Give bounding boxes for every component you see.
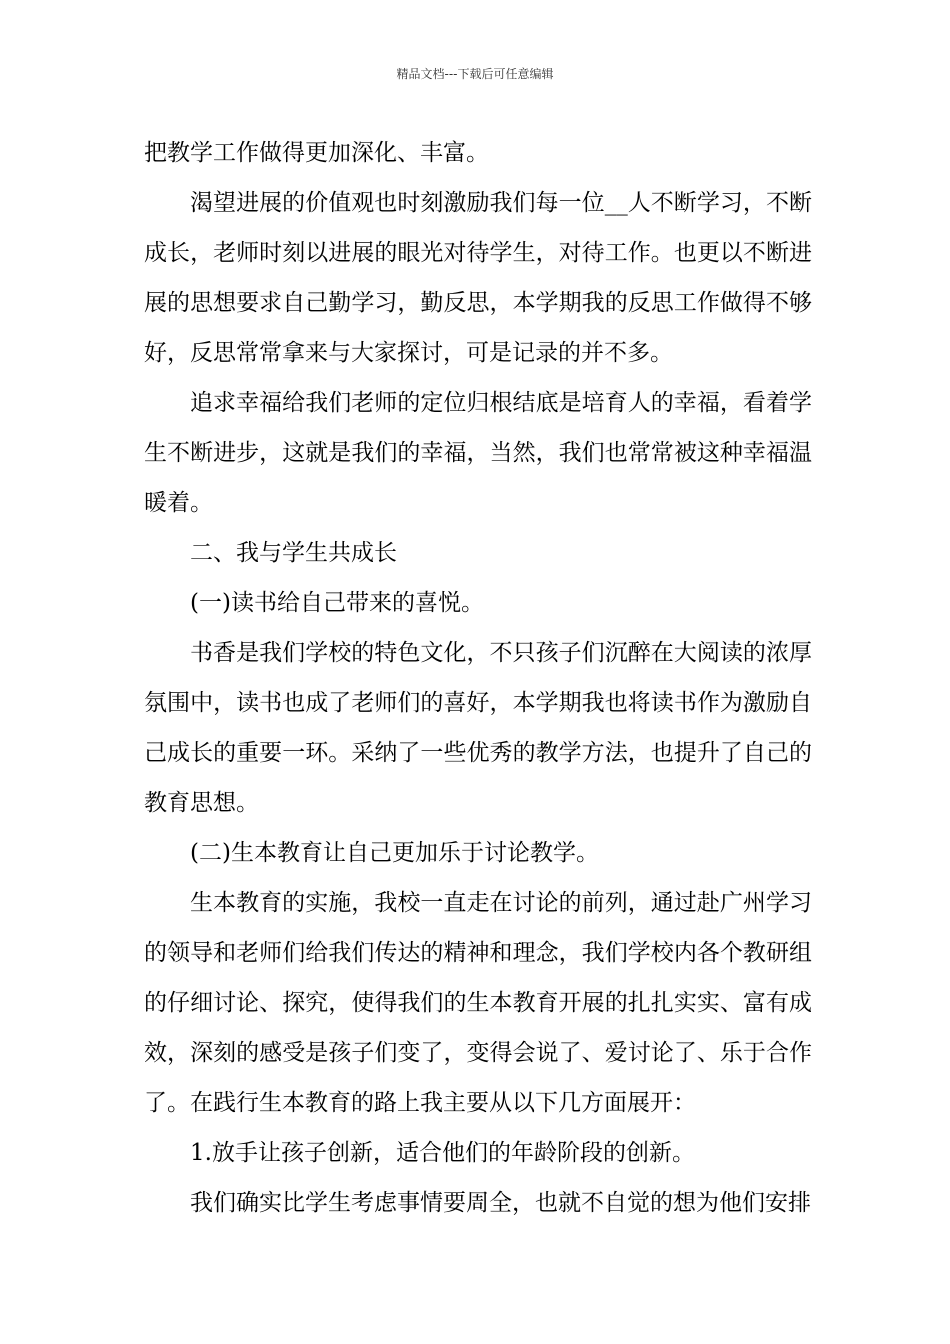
paragraph: 追求幸福给我们老师的定位归根结底是培育人的幸福，看着学生不断进步，这就是我们的幸福，当然，我们也常常被这种幸福温暖着。: [144, 390, 812, 516]
paragraph: 把教学工作做得更加深化、丰富。: [144, 140, 489, 166]
paragraph: 书香是我们学校的特色文化，不只孩子们沉醉在大阅读的浓厚氛围中，读书也成了老师们的喜好，本学期我也将读书作为激励自己成长的重要一环。采纳了一些优秀的教学方法，也提升了自己的教育思想。: [144, 640, 812, 816]
subsection-heading: (二)生本教育让自己更加乐于讨论教学。: [190, 840, 599, 866]
paragraph: 我们确实比学生考虑事情要周全，也就不自觉的想为他们安排: [190, 1190, 811, 1216]
list-item-heading: 1.放手让孩子创新，适合他们的年龄阶段的创新。: [190, 1140, 695, 1166]
page-header: 精品文档---下载后可任意编辑: [396, 67, 554, 81]
section-heading: 二、我与学生共成长: [190, 540, 397, 566]
paragraph: 生本教育的实施，我校一直走在讨论的前列，通过赴广州学习的领导和老师们给我们传达的精神和理念，我们学校内各个教研组的仔细讨论、探究，使得我们的生本教育开展的扎扎实实、富有成效，深刻的感受是孩子们变了，变得会说了、爱讨论了、乐于合作了。在践行生本教育的路上我主要从以下几方面展开：: [144, 890, 812, 1116]
paragraph: 渴望进展的价值观也时刻激励我们每一位__人不断学习，不断成长，老师时刻以进展的眼光对待学生，对待工作。也更以不断进展的思想要求自己勤学习，勤反思，本学期我的反思工作做得不够好，反思常常拿来与大家探讨，可是记录的并不多。: [144, 190, 812, 366]
document-body: [144, 128, 812, 1228]
subsection-heading: (一)读书给自己带来的喜悦。: [190, 590, 484, 616]
